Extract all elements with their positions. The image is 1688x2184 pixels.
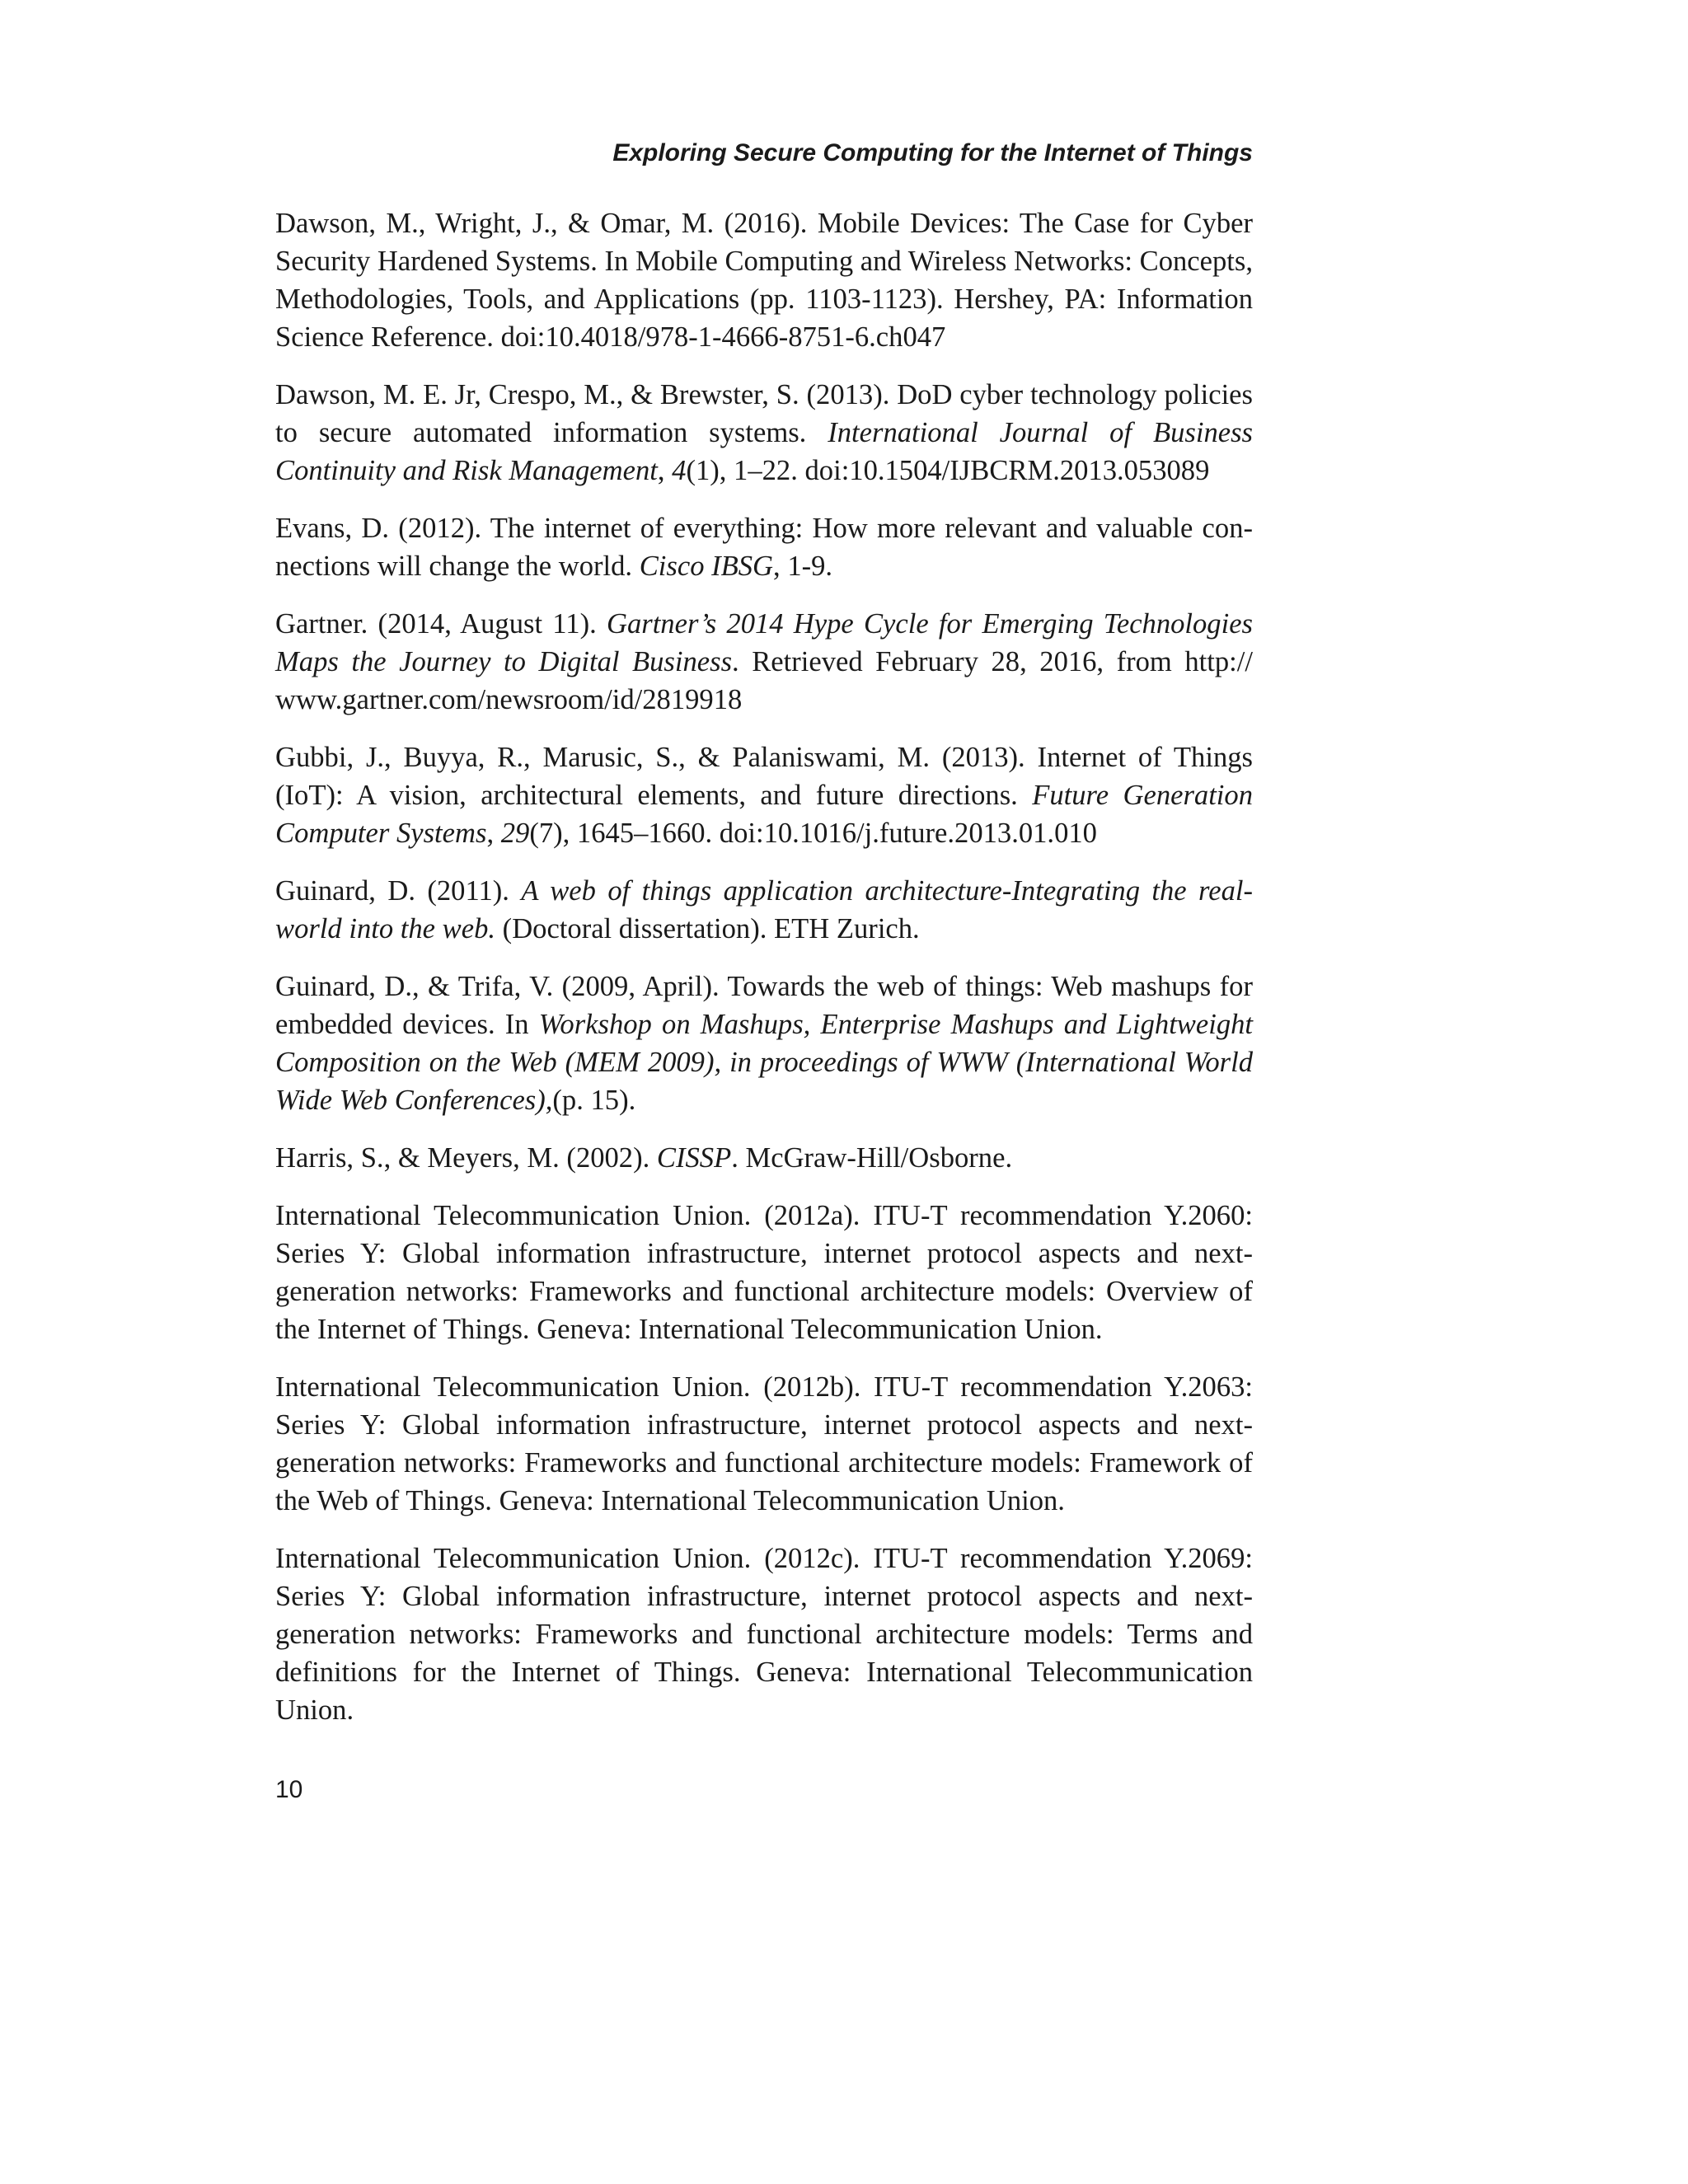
reference-text: International Telecommunication Union. (2012a). ITU-T recommendation Y.2060: Series Y: Global information infrastructure, internet protocol aspects and next-generation networks: Frameworks and functional architecture models: Overview of the Internet of Things. Geneva: International Telecommunication Union. <box>275 1200 1253 1345</box>
reference-text: Guinard, D., & Trifa, V. (2009, April). Towards the web of things: Web mashups for embedded devices. In <box>275 971 1253 1040</box>
reference-list <box>275 204 1253 1749</box>
reference-entry <box>275 204 1253 356</box>
reference-text: Gubbi, J., Buyya, R., Marusic, S., & Palaniswami, M. (2013). Internet of Things (IoT): A vision, architectural elements, and future directions. <box>275 742 1253 811</box>
reference-italic-text: International Journal of Business Continuity and Risk Management <box>275 417 1253 486</box>
reference-entry <box>275 605 1253 719</box>
reference-entry <box>275 1197 1253 1348</box>
reference-italic-text: 29 <box>500 818 530 849</box>
reference-text: Gartner. (2014, August 11). <box>275 608 607 640</box>
reference-text: , 1-9. <box>773 551 833 582</box>
reference-text: (p. 15). <box>552 1085 636 1116</box>
reference-italic-text: 4 <box>672 455 687 486</box>
reference-entry <box>275 872 1253 948</box>
reference-entry <box>275 1540 1253 1729</box>
reference-italic-text: Workshop on Mashups, Enterprise Mashups and Lightweight Composition on the Web (MEM 2009), in proceedings of WWW (International World Wide Web Conferences), <box>275 1009 1253 1116</box>
page-number: 10 <box>275 1776 303 1803</box>
reference-italic-text: A web of things application architecture-Integrating the real-world into the web. <box>275 875 1253 944</box>
reference-text: Dawson, M., Wright, J., & Omar, M. (2016). Mobile Devices: The Case for Cyber Security Hardened Systems. In Mobile Computing and Wireless Networks: Concepts, Methodologies, Tools, and Applications (pp. 1103-1123). Hershey, PA: Information Science Reference. doi:10.4018/978-1-4666-8751-6.ch047 <box>275 208 1253 353</box>
reference-text: . McGraw-Hill/Osborne. <box>731 1142 1013 1174</box>
reference-text: Harris, S., & Meyers, M. (2002). <box>275 1142 657 1174</box>
reference-italic-text: Cisco IBSG <box>639 551 774 582</box>
reference-text: (7), 1645–1660. doi:10.1016/j.future.2013.01.010 <box>529 818 1097 849</box>
reference-entry <box>275 738 1253 852</box>
reference-text: Guinard, D. (2011). <box>275 875 522 907</box>
reference-entry <box>275 1368 1253 1520</box>
reference-text: International Telecommunication Union. (2012b). ITU-T recommendation Y.2063: Series Y: Global information infrastructure, internet protocol aspects and next-generation networks: Frameworks and functional architecture models: Framework of the Web of Things. Geneva: International Telecommunication Union. <box>275 1371 1253 1516</box>
reference-italic-text: Future Generation Computer Systems <box>275 780 1253 849</box>
reference-text: Dawson, M. E. Jr, Crespo, M., & Brewster, S. (2013). DoD cyber technology policies to secure automated information systems. <box>275 379 1253 448</box>
running-header-title: Exploring Secure Computing for the Internet of Things <box>612 139 1253 166</box>
reference-text: , <box>486 818 501 849</box>
reference-text: Evans, D. (2012). The internet of everything: How more relevant and valuable connections will change the world. <box>275 513 1253 582</box>
reference-entry <box>275 376 1253 490</box>
reference-text: (Doctoral dissertation). ETH Zurich. <box>495 913 920 944</box>
reference-entry <box>275 968 1253 1119</box>
reference-text: , <box>657 455 673 486</box>
reference-text: International Telecommunication Union. (2012c). ITU-T recommendation Y.2069: Series Y: Global information infrastructure, internet protocol aspects and next-generation networks: Frameworks and functional architecture models: Terms and definitions for the Internet of Things. Geneva: International Telecommunication Union. <box>275 1543 1253 1726</box>
reference-entry <box>275 509 1253 585</box>
reference-text: . Retrieved February 28, 2016, from http://​www.gartner.com/newsroom/id/2819918 <box>275 646 1253 715</box>
reference-italic-text: CISSP <box>656 1142 732 1174</box>
reference-text: (1), 1–22. doi:10.1504/IJBCRM.2013.053089 <box>686 455 1210 486</box>
reference-entry <box>275 1139 1253 1177</box>
reference-italic-text: Gartner’s 2014 Hype Cycle for Emerging Technologies Maps the Journey to Digital Business <box>275 608 1254 677</box>
